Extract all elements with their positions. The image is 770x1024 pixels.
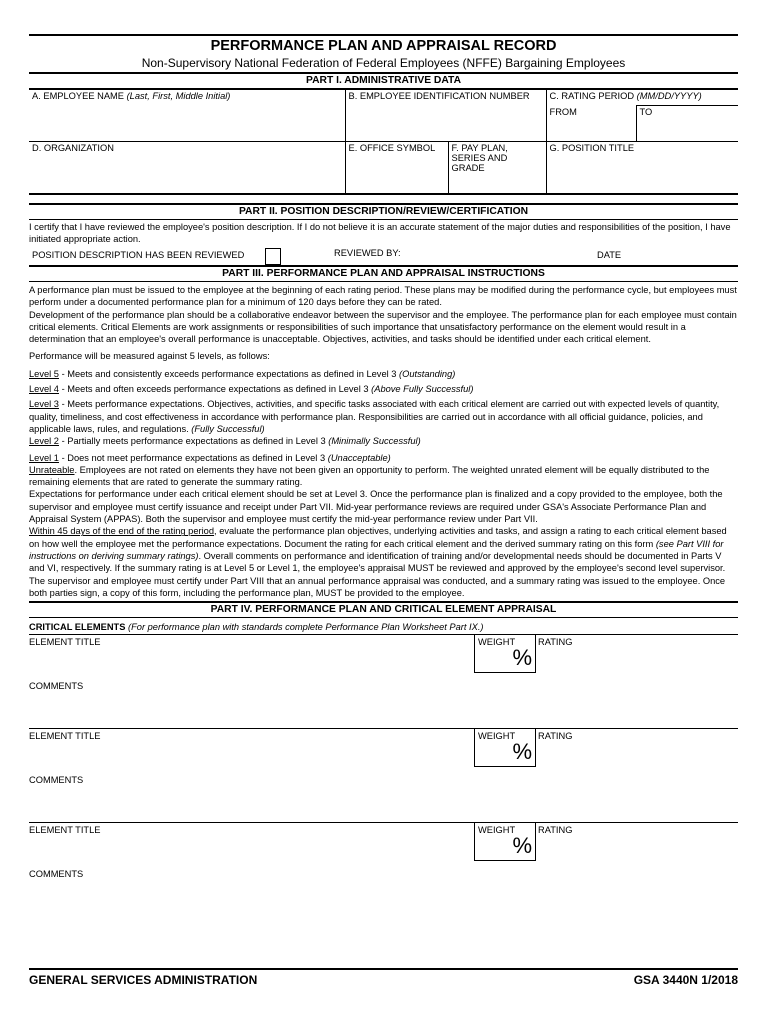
- element-title-field[interactable]: ELEMENT TITLE: [29, 637, 101, 648]
- part4-heading: PART IV. PERFORMANCE PLAN AND CRITICAL ELEMENT APPRAISAL: [29, 601, 738, 618]
- rating-from-field[interactable]: FROM: [546, 106, 636, 142]
- critical-elements-header: CRITICAL ELEMENTS (For performance plan with standards complete Performance Plan Worksheet Part IX.): [29, 622, 484, 633]
- rating-period-hint: (MM/DD/YYYY): [636, 91, 702, 101]
- instr-p5: Within 45 days of the end of the rating period, evaluate the performance plan objectives, underlying activities and tasks, and assign a rating to each critical element based on how well the employee met the performance expectations. Document the rating for each critical element and the derived summary rating on this form (see Part VIII for instructions on deriving summary ratings). Overall comments on performance and identification of training and/or developmental needs should be documented in Parts V and VI, respectively. If the summary rating is at Level 5 or Level 1, the employee's appraisal MUST be reviewed and approved by the employee's second level supervisor.: [29, 526, 727, 574]
- weight-field[interactable]: WEIGHT %: [474, 635, 536, 673]
- agency-name: GENERAL SERVICES ADMINISTRATION: [29, 973, 258, 987]
- element-title-field[interactable]: ELEMENT TITLE: [29, 731, 101, 742]
- element-title-field[interactable]: ELEMENT TITLE: [29, 825, 101, 836]
- unrateable: Unrateable. Employees are not rated on elements they have not been given an opportunity to perform. The weighted unrated element will be equally distributed to the remaining elements that are rated to generate the summary rating.: [29, 464, 710, 488]
- part2-heading: PART II. POSITION DESCRIPTION/REVIEW/CERTIFICATION: [29, 203, 738, 220]
- pd-reviewed-checkbox[interactable]: [265, 248, 281, 265]
- form-title: PERFORMANCE PLAN AND APPRAISAL RECORD: [210, 38, 557, 54]
- critical-element: [29, 728, 738, 822]
- organization-field[interactable]: D. ORGANIZATION: [29, 142, 345, 194]
- pay-plan-field[interactable]: F. PAY PLAN, SERIES AND GRADE: [448, 142, 546, 194]
- form-page: [29, 34, 738, 916]
- rating-field[interactable]: RATING: [538, 637, 573, 648]
- employee-id-label: B. EMPLOYEE IDENTIFICATION NUMBER: [348, 91, 530, 101]
- instr-p1: A performance plan must be issued to the employee at the beginning of each rating period. These plans may be modified during the performance cycle, but employees must perform under a documented performance plan for a minimum of 120 days before they can be rated.: [29, 285, 737, 308]
- admin-data-table: [29, 89, 738, 194]
- office-symbol-field[interactable]: E. OFFICE SYMBOL: [345, 142, 448, 194]
- level-4: Level 4 - Meets and often exceeds performance expectations as defined in Level 3 (Above Fully Successful): [29, 384, 474, 395]
- instr-p6: The supervisor and employee must certify under Part VIII that an annual performance appraisal was conducted, and a summary rating was issued to the employee. Once both parties sign, a copy of this form, including the performance plan, MUST be provided to the employee.: [29, 575, 726, 598]
- instr-p4: Expectations for performance under each critical element should be set at Level 3. Once the performance plan is finalized and a copy provided to the employee, both the supervisor and employee must certify issuance and receipt under Part VII. Mid-year performance reviews are required under GSA's Associate Performance Plan and Appraisal System (APPAS). Both the supervisor and employee must certify the mid-year performance review under Part VII.: [29, 489, 723, 525]
- level-5: Level 5 - Meets and consistently exceeds performance expectations as defined in Level 3 (Outstanding): [29, 368, 456, 379]
- employee-name-field[interactable]: [29, 90, 345, 142]
- date-label: DATE: [597, 250, 622, 260]
- percent-sign: %: [512, 739, 532, 765]
- review-row: [29, 245, 738, 265]
- pd-reviewed-label: POSITION DESCRIPTION HAS BEEN REVIEWED: [32, 250, 245, 260]
- rating-period-header: C. RATING PERIOD (MM/DD/YYYY): [546, 90, 738, 106]
- form-subtitle: Non-Supervisory National Federation of Federal Employees (NFFE) Bargaining Employees: [141, 56, 626, 70]
- employee-name-hint: (Last, First, Middle Initial): [126, 91, 231, 101]
- part1-heading: PART I. ADMINISTRATIVE DATA: [29, 72, 738, 89]
- form-footer: [29, 968, 738, 987]
- certification-text: I certify that I have reviewed the employee's position description. If I do not believe it is an accurate statement of the major duties and responsibilities of the position, I have initiated appropriate action.: [29, 222, 731, 244]
- comments-field[interactable]: COMMENTS: [29, 869, 84, 880]
- comments-field[interactable]: COMMENTS: [29, 681, 84, 692]
- instr-p2: Development of the performance plan should be a collaborative endeavor between the supervisor and the employee. The performance plan for each employee must contain critical elements. Critical Elements are work assignments or responsibilities of such importance that unsatisfactory performance on the element would result in a determination that an employee's overall performance is unacceptable. Objectives, activities, and tasks should be identified under each critical element.: [29, 309, 737, 345]
- critical-element: [29, 822, 738, 916]
- position-title-field[interactable]: G. POSITION TITLE: [546, 142, 738, 194]
- reviewed-by-label: REVIEWED BY:: [334, 248, 401, 258]
- instr-p3: Performance will be measured against 5 levels, as follows:: [29, 351, 270, 362]
- weight-field[interactable]: WEIGHT %: [474, 729, 536, 767]
- critical-elements-hint: (For performance plan with standards complete Performance Plan Worksheet Part IX.): [128, 622, 484, 633]
- critical-element: [29, 634, 738, 728]
- rating-field[interactable]: RATING: [538, 731, 573, 742]
- comments-field[interactable]: COMMENTS: [29, 775, 84, 786]
- percent-sign: %: [512, 645, 532, 671]
- level-2: Level 2 - Partially meets performance expectations as defined in Level 3 (Minimally Successful): [29, 436, 421, 447]
- part3-heading: PART III. PERFORMANCE PLAN AND APPRAISAL INSTRUCTIONS: [29, 265, 738, 282]
- rating-field[interactable]: RATING: [538, 825, 573, 836]
- form-number: GSA 3440N 1/2018: [633, 973, 738, 987]
- percent-sign: %: [512, 833, 532, 859]
- employee-id-field[interactable]: [345, 90, 546, 142]
- instructions: [29, 282, 738, 599]
- level-1: Level 1 - Does not meet performance expectations as defined in Level 3 (Unacceptable): [29, 452, 391, 463]
- weight-field[interactable]: WEIGHT %: [474, 823, 536, 861]
- level-3: Level 3 - Meets performance expectations. Objectives, activities, and specific tasks associated with each critical element are carried out with expected levels of quantity, quality, timeliness, and cost effectiveness in accordance with performance plan. Responsibilities are carried out in accordance with all official guidance, policies, and applicable laws, rules, and regulations. (Fully Successful): [29, 399, 720, 434]
- employee-name-label: A. EMPLOYEE NAME: [32, 91, 124, 101]
- rating-to-field[interactable]: TO: [636, 106, 738, 142]
